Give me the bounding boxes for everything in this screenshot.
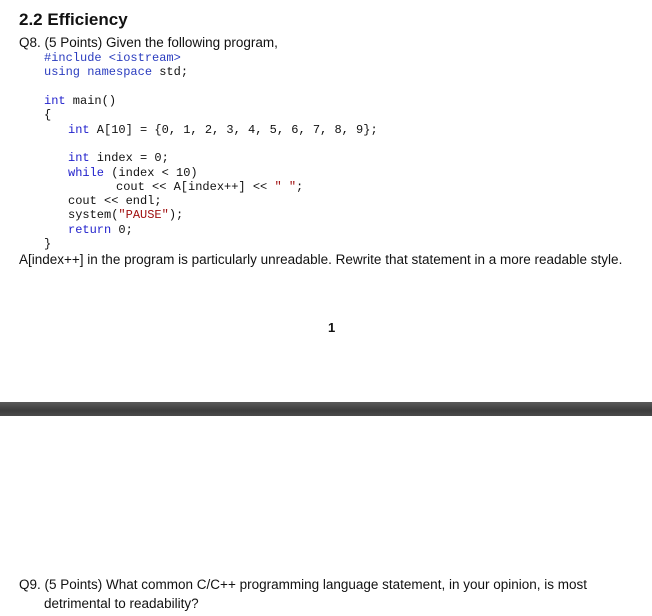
code-line-endl: cout << endl; (68, 194, 162, 208)
cout-semicolon: ; (296, 180, 304, 194)
code-line-return (68, 223, 133, 237)
array-type-keyword: int (68, 123, 90, 137)
include-directive: #include <iostream> (44, 51, 181, 65)
code-line-array-decl (68, 123, 378, 137)
return-value: 0; (111, 223, 133, 237)
page-number: 1 (328, 320, 336, 335)
cout-array-expr: cout << A[index++] << (116, 180, 275, 194)
while-condition: (index < 10) (104, 166, 198, 180)
space-string-literal: " " (274, 180, 297, 194)
code-line-cout-array (116, 180, 303, 194)
q9-question-line-2: detrimental to readability? (44, 596, 199, 611)
section-title: 2.2 Efficiency (19, 10, 128, 29)
page-2 (0, 416, 652, 616)
page-separator (0, 402, 652, 416)
system-end: ); (168, 208, 184, 222)
pause-string-literal: "PAUSE" (118, 208, 169, 222)
q9-question-line-1: Q9. (5 Points) What common C/C++ programming language statement, in your opinion, is most (19, 577, 588, 592)
q8-prompt: Q8. (5 Points) Given the following program, (19, 35, 278, 50)
index-type-keyword: int (68, 151, 90, 165)
using-keyword: using namespace (44, 65, 153, 79)
code-line-while (68, 166, 198, 180)
code-line-index-decl (68, 151, 169, 165)
code-line-include (44, 51, 181, 65)
return-keyword: return (68, 223, 112, 237)
code-line-main (44, 94, 116, 108)
using-rest: std; (152, 65, 189, 79)
array-decl-rest: A[10] = {0, 1, 2, 3, 4, 5, 6, 7, 8, 9}; (89, 123, 378, 137)
main-type-keyword: int (44, 94, 66, 108)
q8-question: A[index++] in the program is particularly unreadable. Rewrite that statement in a more readable style. (19, 252, 623, 267)
code-line-open-brace: { (44, 108, 52, 122)
main-signature: main() (65, 94, 117, 108)
while-keyword: while (68, 166, 105, 180)
index-decl-rest: index = 0; (89, 151, 169, 165)
code-line-close-brace: } (44, 237, 52, 251)
code-line-system (68, 208, 183, 222)
system-call: system( (68, 208, 119, 222)
code-line-using (44, 65, 188, 79)
